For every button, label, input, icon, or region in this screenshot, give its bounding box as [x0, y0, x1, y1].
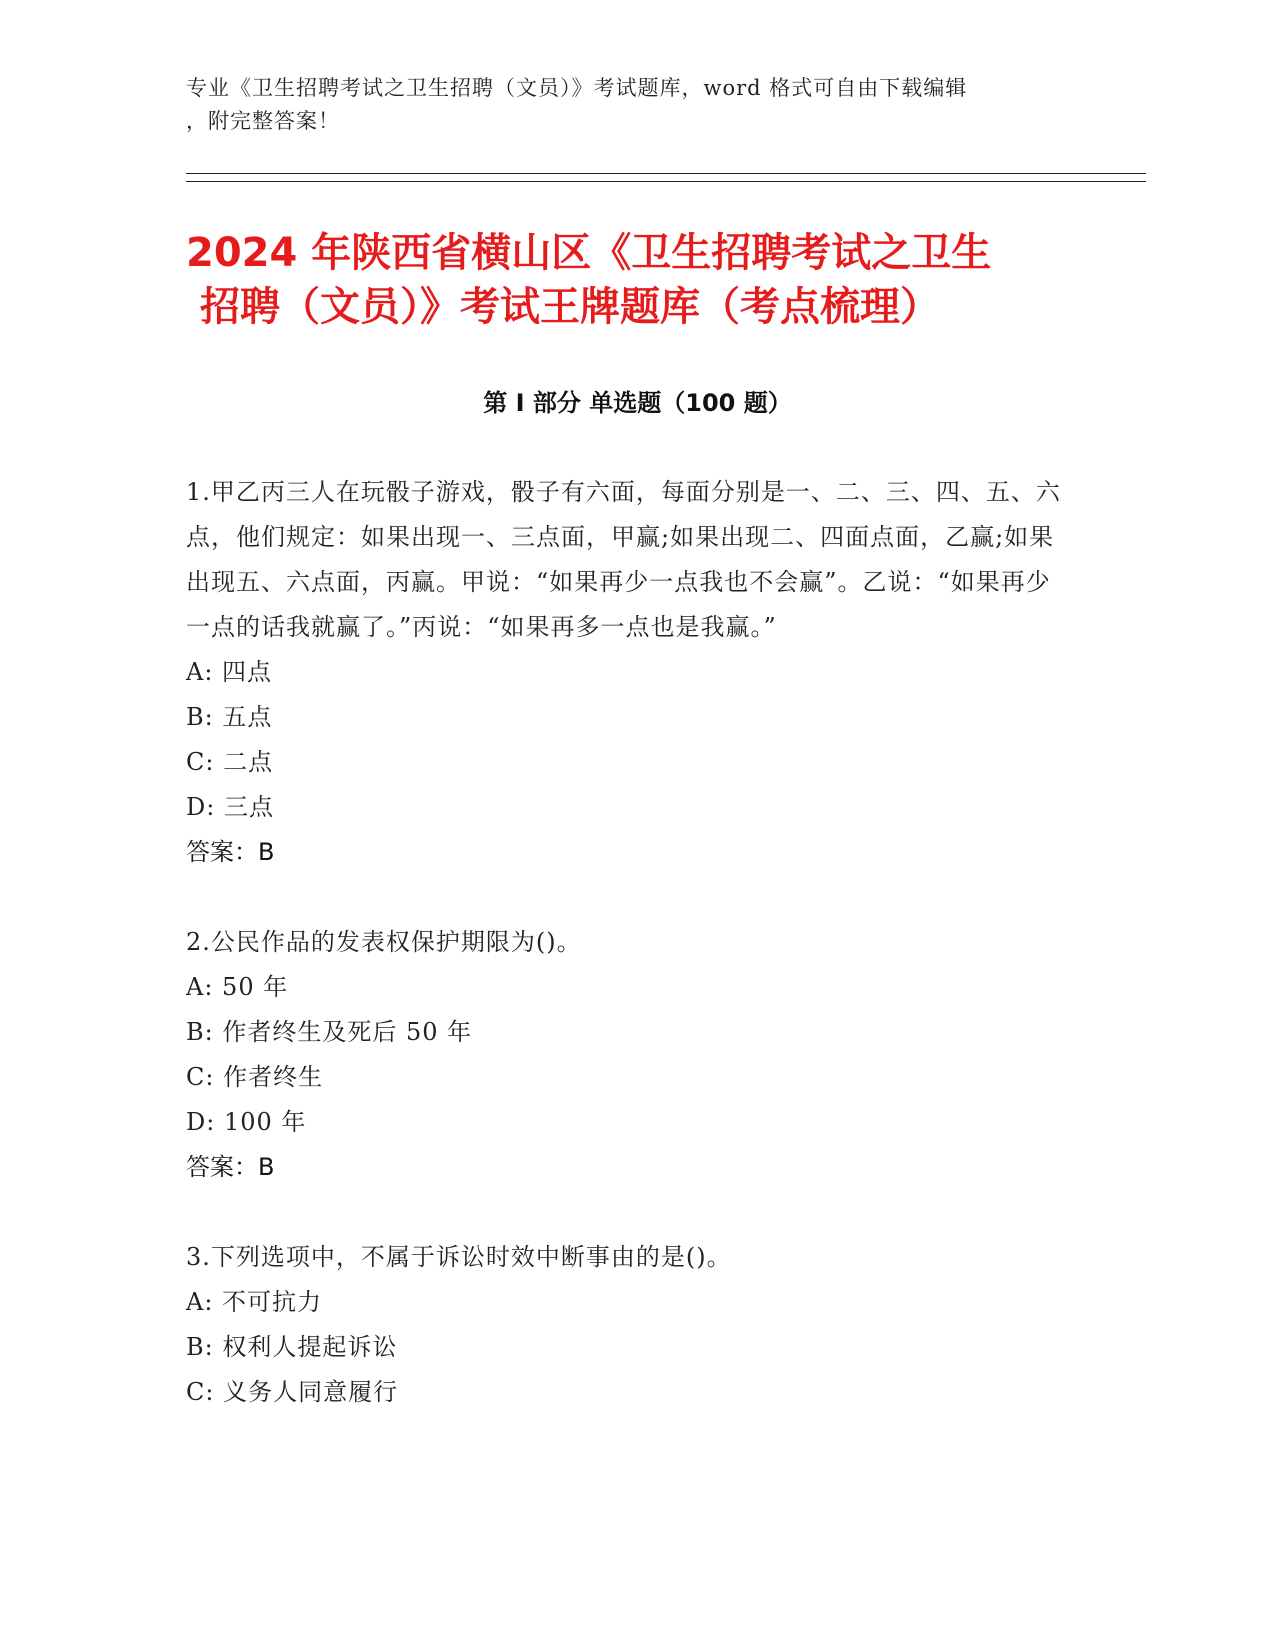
option-c: C: 二点 [186, 748, 274, 776]
option-a: A: 四点 [186, 658, 273, 686]
question-2 [186, 920, 1066, 1190]
option-b: B: 五点 [186, 703, 273, 731]
document-title-line1: 2024 年陕西省横山区《卫生招聘考试之卫生 [186, 230, 992, 276]
answer: 答案：B [186, 838, 275, 866]
question-1 [186, 470, 1066, 875]
question-stem: 2.公民作品的发表权保护期限为()。 [186, 928, 582, 956]
header-note-line1: 专业《卫生招聘考试之卫生招聘（文员）》考试题库，word 格式可自由下载编辑 [186, 76, 968, 100]
question-list [186, 470, 1066, 1460]
document-title-line2: 招聘（文员）》考试王牌题库（考点梳理） [200, 284, 940, 330]
question-stem: 3.下列选项中，不属于诉讼时效中断事由的是()。 [186, 1243, 732, 1271]
option-d: D: 三点 [186, 793, 274, 821]
option-b: B: 作者终生及死后 50 年 [186, 1018, 473, 1046]
question-stem: 1.甲乙丙三人在玩骰子游戏，骰子有六面，每面分别是一、二、三、四、五、六点，他们规定：如果出现一、三点面，甲赢;如果出现二、四面点面，乙赢;如果出现五、六点面，丙赢。甲说：“如果再少一点我也不会赢”。乙说：“如果再少一点的话我就赢了。”丙说：“如果再多一点也是我赢。” [186, 478, 1061, 641]
header-note-line2: ，附完整答案！ [186, 109, 340, 133]
option-b: B: 权利人提起诉讼 [186, 1333, 398, 1361]
question-3 [186, 1235, 1066, 1415]
option-d: D: 100 年 [186, 1108, 307, 1136]
option-a: A: 50 年 [186, 973, 289, 1001]
header-divider-bottom [186, 181, 1146, 182]
header-divider-top [186, 173, 1146, 174]
option-c: C: 义务人同意履行 [186, 1378, 399, 1406]
option-a: A: 不可抗力 [186, 1288, 323, 1316]
answer: 答案：B [186, 1153, 275, 1181]
section-heading: 第 I 部分 单选题（100 题） [483, 389, 792, 417]
header-note [186, 72, 1066, 138]
document-title [186, 226, 1086, 334]
option-c: C: 作者终生 [186, 1063, 324, 1091]
